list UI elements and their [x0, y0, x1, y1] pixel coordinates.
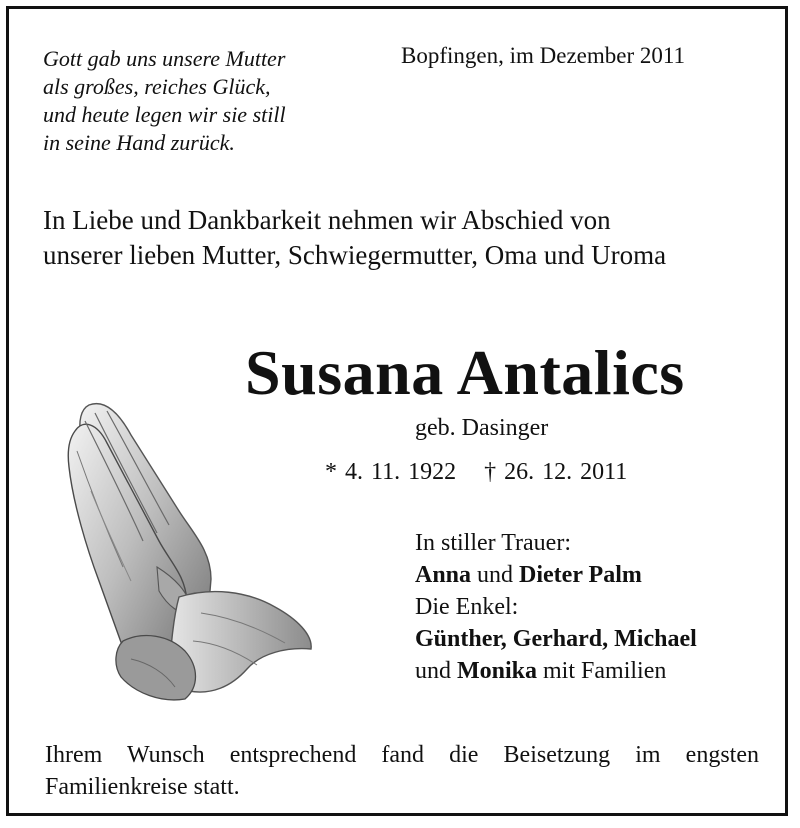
poem-line: Gott gab uns unsere Mutter	[43, 46, 286, 71]
obituary-card	[6, 6, 788, 816]
mourning-heading: In stiller Trauer:	[415, 530, 571, 556]
poem-line: und heute legen wir sie still	[43, 102, 286, 127]
birth-date: * 4. 11. 1922	[325, 459, 457, 485]
grandchild-name: Monika	[457, 658, 538, 684]
children-line	[415, 559, 697, 591]
last-line	[415, 655, 697, 687]
praying-hands-icon	[61, 391, 323, 703]
life-dates	[325, 459, 627, 486]
mourners	[415, 527, 697, 687]
grandchildren-label: Die Enkel:	[415, 594, 519, 620]
child-name: Anna	[415, 562, 472, 588]
families-text: mit Familien	[543, 658, 667, 684]
grandchildren-names: Günther, Gerhard, Michael	[415, 626, 697, 652]
conjunction: und	[477, 562, 514, 588]
death-date: † 26. 12. 2011	[484, 459, 628, 485]
intro-text	[43, 203, 666, 273]
birth-name: geb. Dasinger	[415, 415, 549, 441]
intro-line: unserer lieben Mutter, Schwiegermutter, Oma und Uroma	[43, 240, 667, 270]
poem-line: in seine Hand zurück.	[43, 130, 235, 155]
place-date: Bopfingen, im Dezember 2011	[401, 43, 686, 68]
poem	[43, 45, 286, 157]
grandchildren-line	[415, 623, 697, 655]
deceased-name: Susana Antalics	[245, 337, 685, 408]
intro-line: In Liebe und Dankbarkeit nehmen wir Abschied von	[43, 205, 611, 235]
conjunction: und	[415, 658, 451, 684]
poem-line: als großes, reiches Glück,	[43, 74, 271, 99]
closing-note: Ihrem Wunsch entsprechend fand die Beisetzung im engsten Familienkreise statt.	[45, 742, 759, 800]
child-name: Dieter Palm	[519, 562, 642, 588]
